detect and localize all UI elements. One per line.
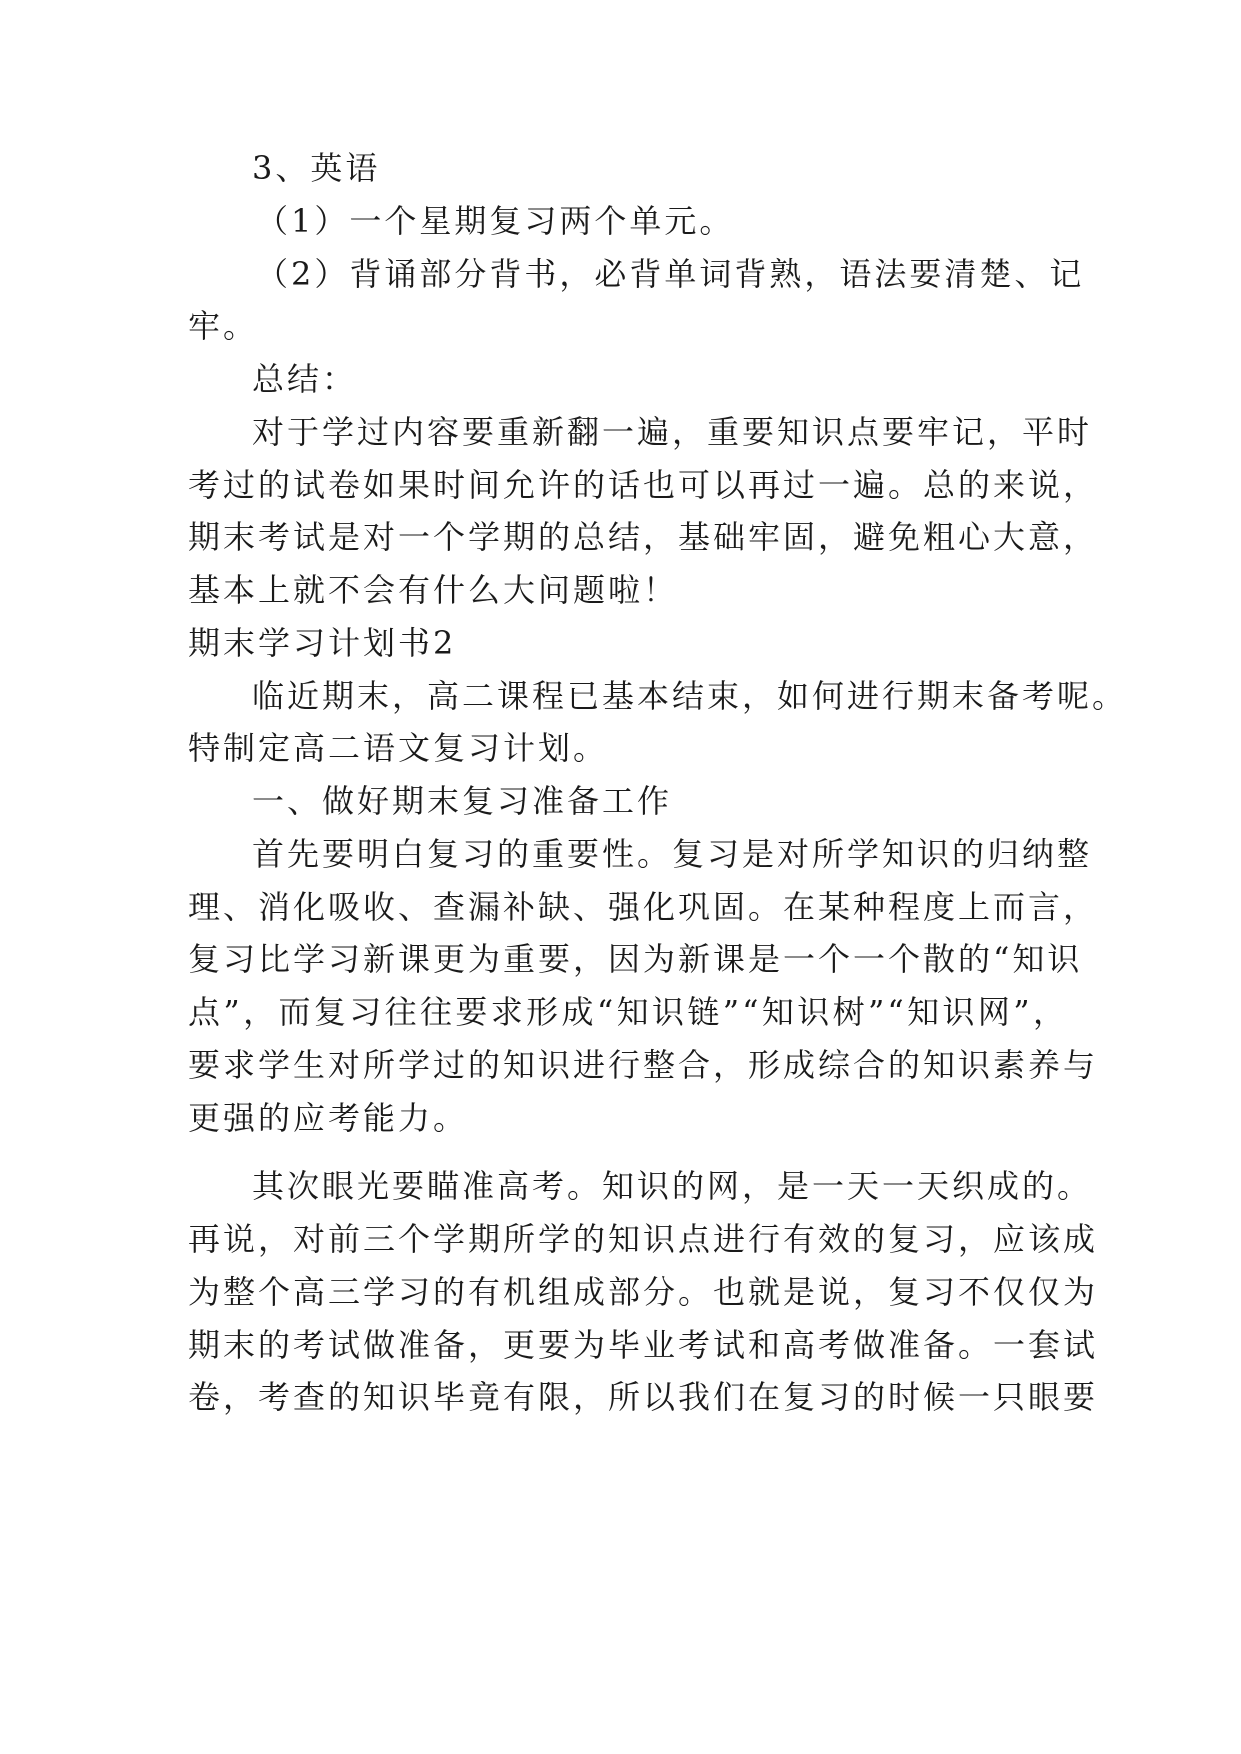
paragraph-line: 期末考试是对一个学期的总结，基础牢固，避免粗心大意，: [188, 518, 1099, 556]
paragraph-line: 考过的试卷如果时间允许的话也可以再过一遍。总的来说，: [188, 466, 1099, 504]
section-heading: 一、做好期末复习准备工作: [252, 782, 673, 820]
paragraph-line: 临近期末，高二课程已基本结束，如何进行期末备考呢。: [252, 677, 1128, 715]
list-item-2-line-1: （2）背诵部分背书，必背单词背熟，语法要清楚、记: [256, 255, 1085, 293]
paragraph-line: 卷，考查的知识毕竟有限，所以我们在复习的时候一只眼要: [188, 1378, 1099, 1416]
document-title: 期末学习计划书2: [188, 624, 457, 662]
paragraph-line: 复习比学习新课更为重要，因为新课是一个一个散的“知识: [188, 940, 1083, 978]
list-item-1: （1）一个星期复习两个单元。: [256, 202, 735, 240]
paragraph-line: 其次眼光要瞄准高考。知识的网，是一天一天织成的。: [252, 1167, 1093, 1205]
paragraph-line: 基本上就不会有什么大问题啦！: [188, 571, 679, 609]
paragraph-line: 首先要明白复习的重要性。复习是对所学知识的归纳整: [252, 835, 1093, 873]
paragraph-line: 理、消化吸收、查漏补缺、强化巩固。在某种程度上而言，: [188, 888, 1099, 926]
summary-heading: 总结：: [252, 360, 358, 398]
paragraph-line: 对于学过内容要重新翻一遍，重要知识点要牢记，平时: [252, 413, 1093, 451]
paragraph-line: 要求学生对所学过的知识进行整合，形成综合的知识素养与: [188, 1046, 1099, 1084]
paragraph-line: 特制定高二语文复习计划。: [188, 729, 609, 767]
paragraph-line: 为整个高三学习的有机组成部分。也就是说，复习不仅仅为: [188, 1273, 1099, 1311]
section-heading-english: 3、英语: [252, 149, 381, 187]
paragraph-line: 期末的考试做准备，更要为毕业考试和高考做准备。一套试: [188, 1326, 1099, 1364]
paragraph-line: 更强的应考能力。: [188, 1099, 469, 1137]
list-item-2-line-2: 牢。: [188, 307, 259, 345]
paragraph-line: 点”，而复习往往要求形成“知识链”“知识树”“知识网”，: [188, 993, 1068, 1031]
paragraph-line: 再说，对前三个学期所学的知识点进行有效的复习，应该成: [188, 1220, 1099, 1258]
